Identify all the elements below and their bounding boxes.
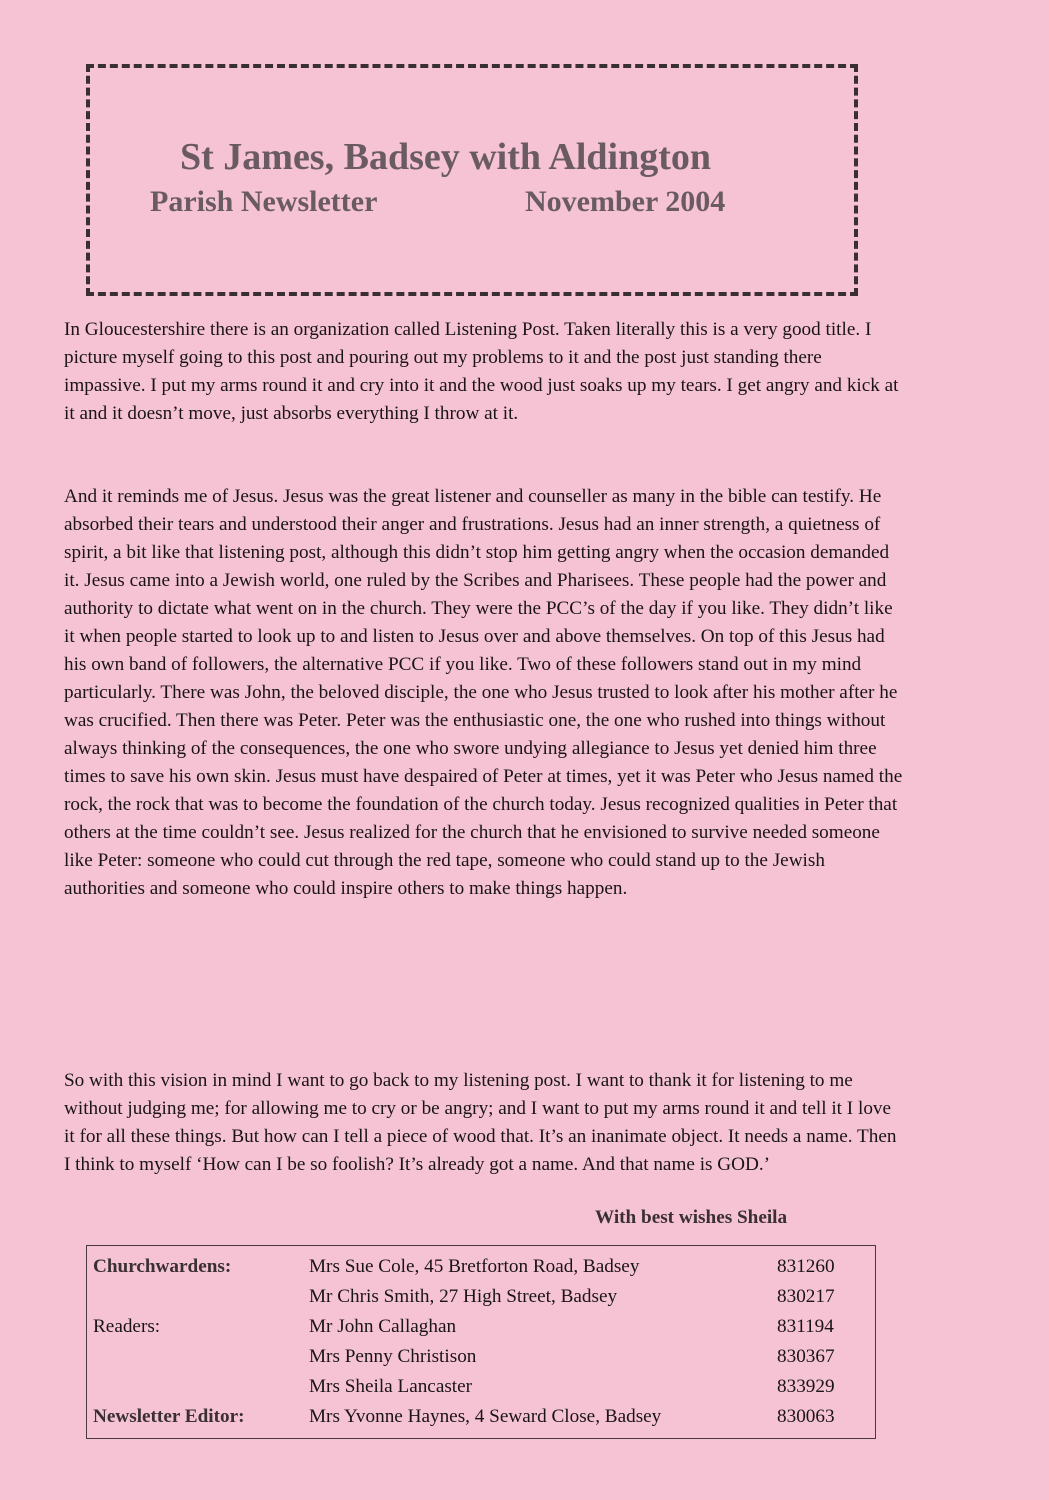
contacts-table <box>93 1252 857 1432</box>
contact-name: Mrs Penny Christison <box>309 1346 477 1367</box>
contact-role <box>93 1282 309 1312</box>
newsletter-title: St James, Badsey with Aldington <box>180 136 712 178</box>
newsletter-date: November 2004 <box>525 185 726 218</box>
contact-row <box>93 1252 857 1282</box>
contact-role: Newsletter Editor: <box>93 1406 245 1427</box>
paragraph-2: And it reminds me of Jesus. Jesus was the great listener and counseller as many in the bible can testify. He absorbed their tears and understood their anger and frustrations. Jesus had an inner strength, a quietness of spirit, a bit like that listening post, although this didn’t stop him getting angry when the occasion demanded it. Jesus came into a Jewish world, one ruled by the Scribes and Pharisees. These people had the power and authority to dictate what went on in the church. They were the PCC’s of the day if you like. They didn’t like it when people started to look up to and listen to Jesus over and above themselves. On top of this Jesus had his own band of followers, the alternative PCC if you like. Two of these followers stand out in my mind particularly. There was John, the beloved disciple, the one who Jesus trusted to look after his mother after he was crucified. Then there was Peter. Peter was the enthusiastic one, the one who rushed into things without always thinking of the consequences, the one who swore undying allegiance to Jesus yet denied him three times to save his own skin. Jesus must have despaired of Peter at times, yet it was Peter who Jesus named the rock, the rock that was to become the foundation of the church today. Jesus recognized qualities in Peter that others at the time couldn’t see. Jesus realized for the church that he envisioned to survive needed someone like Peter: someone who could cut through the red tape, someone who could stand up to the Jewish authorities and someone who could inspire others to make things happen. <box>64 486 903 899</box>
contact-phone: 830217 <box>777 1286 835 1307</box>
contact-phone: 830367 <box>777 1346 835 1367</box>
contact-role <box>93 1342 309 1372</box>
contact-row <box>93 1372 857 1402</box>
contact-phone: 833929 <box>777 1376 835 1397</box>
contact-role: Readers: <box>93 1316 161 1337</box>
contact-phone: 831260 <box>777 1256 835 1277</box>
contact-name: Mrs Sheila Lancaster <box>309 1376 473 1397</box>
contact-name: Mr John Callaghan <box>309 1316 457 1337</box>
contact-row <box>93 1402 857 1432</box>
contact-name: Mr Chris Smith, 27 High Street, Badsey <box>309 1286 618 1307</box>
signoff: With best wishes Sheila <box>595 1207 788 1228</box>
contact-role <box>93 1372 309 1402</box>
contact-row <box>93 1282 857 1312</box>
contact-phone: 831194 <box>777 1316 834 1337</box>
contact-name: Mrs Sue Cole, 45 Bretforton Road, Badsey <box>309 1256 640 1277</box>
contacts-box <box>86 1245 876 1439</box>
contact-row <box>93 1312 857 1342</box>
contact-role: Churchwardens: <box>93 1256 232 1277</box>
contact-name: Mrs Yvonne Haynes, 4 Seward Close, Badsey <box>309 1406 662 1427</box>
contact-row <box>93 1342 857 1372</box>
newsletter-subtitle: Parish Newsletter <box>150 185 378 218</box>
contact-phone: 830063 <box>777 1406 835 1427</box>
paragraph-3: So with this vision in mind I want to go back to my listening post. I want to thank it for listening to me without judging me; for allowing me to cry or be angry; and I want to put my arms round it and tell it I love it for all these things. But how can I tell a piece of wood that. It’s an inanimate object. It needs a name. Then I think to myself ‘How can I be so foolish? It’s already got a name. And that name is GOD.’ <box>64 1070 897 1175</box>
paragraph-1: In Gloucestershire there is an organization called Listening Post. Taken literally this is a very good title. I picture myself going to this post and pouring out my problems to it and the post just standing there impassive. I put my arms round it and cry into it and the wood just soaks up my tears. I get angry and kick at it and it doesn’t move, just absorbs everything I throw at it. <box>64 319 899 424</box>
header-border <box>86 64 858 296</box>
